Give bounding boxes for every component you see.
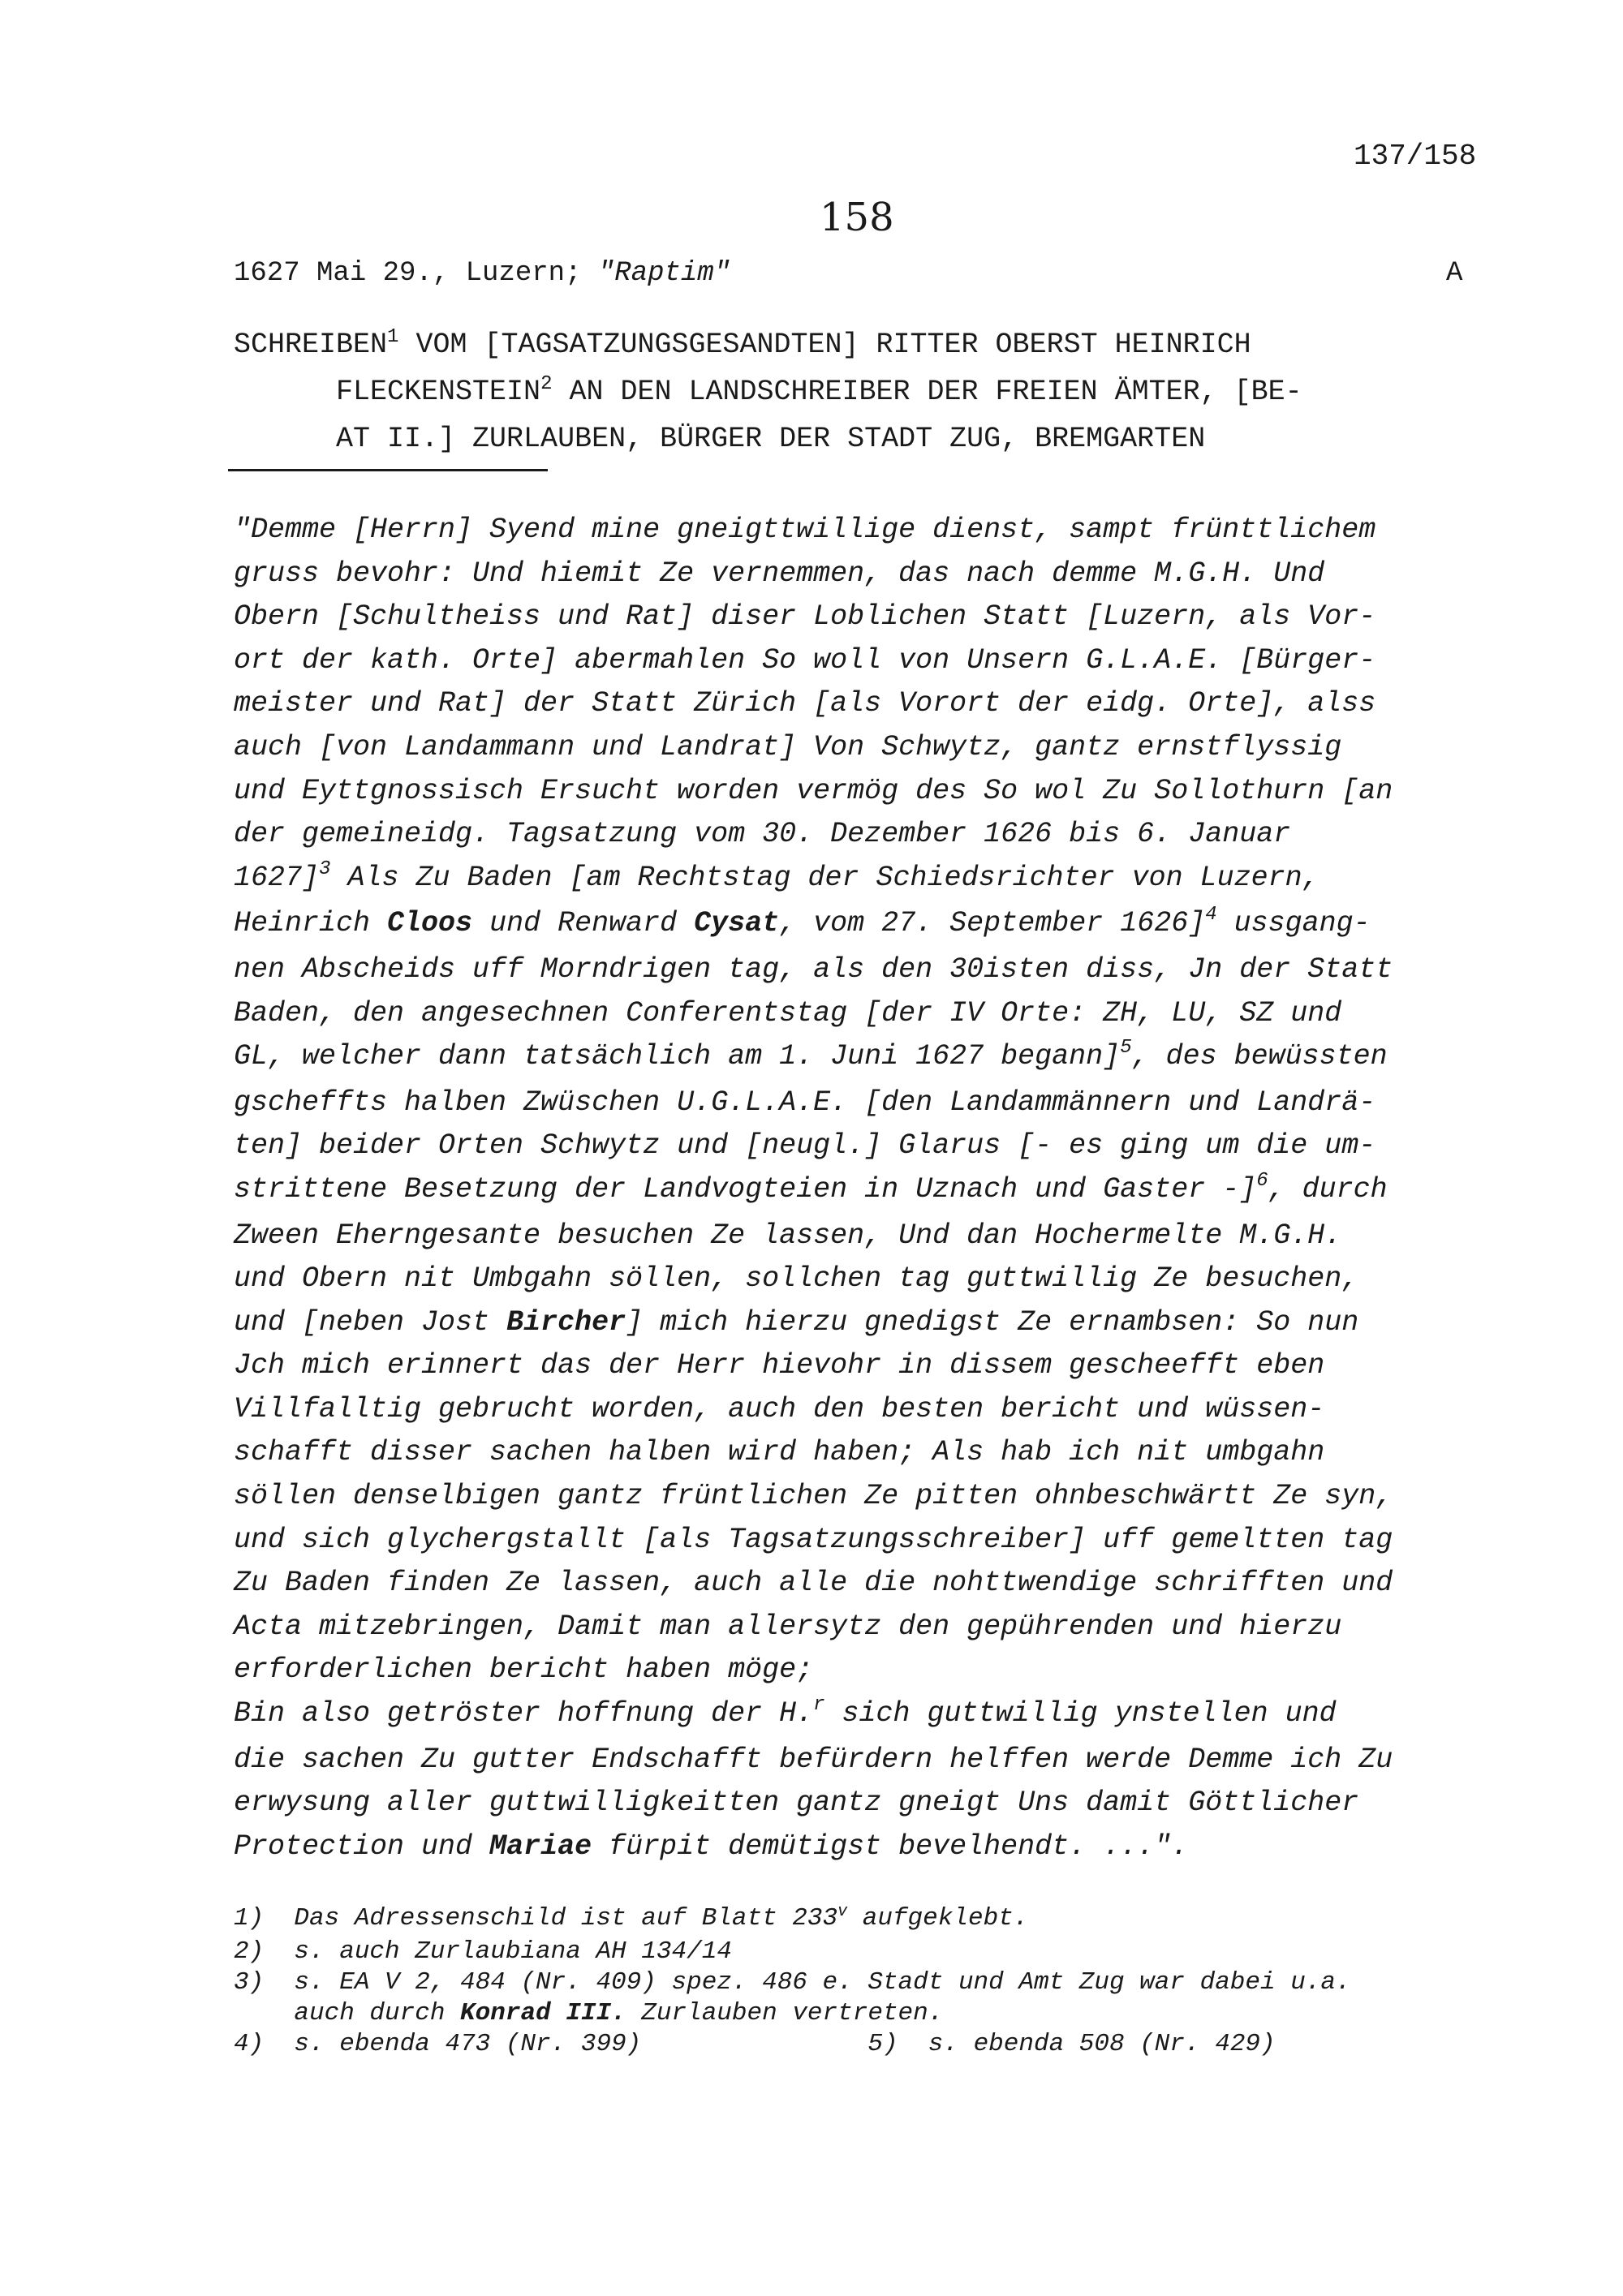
body-line: gruss bevohr: Und hiemit Ze vernemmen, das nach demme M.G.H. Und [234,557,1325,590]
document-number: 158 [820,195,894,240]
body-line: , durch [1268,1172,1388,1206]
letter-body [234,509,1393,1868]
dateline-quote: "Raptim" [597,258,731,289]
footnote-ref: 1 [387,326,399,348]
body-line: nen Abscheids uff Morndrigen tag, als den 30isten diss, Jn der Statt [234,952,1393,986]
body-line: Bin also getröster hoffnung der H. [234,1697,814,1731]
body-line: ort der kath. Orte] abermahlen So woll von Unsern G.L.A.E. [Bürger- [234,643,1376,677]
person-name: Mariae [489,1829,592,1863]
body-line: ussgang- [1216,907,1371,940]
body-line: und sich glychergstallt [als Tagsatzungsschreiber] uff gemeltten tag [234,1523,1393,1556]
body-line: GL, welcher dann tatsächlich am 1. Juni 1627 begann] [234,1040,1121,1073]
body-line: sich guttwillig ynstellen und [824,1697,1337,1731]
body-line: söllen denselbigen gantz früntlichen Ze pitten ohnbeschwärtt Ze syn, [234,1480,1393,1513]
body-line: Zu Baden finden Ze lassen, auch alle die nohttwendige schrifften und [234,1567,1393,1600]
body-line: auch [von Landammann und Landrat] Von Schwytz, gantz ernstflyssig [234,730,1342,763]
body-line: Als Zu Baden [am Rechtstag der Schiedsrichter von Luzern, [330,861,1319,894]
body-line: gscheffts halben Zwüschen U.G.L.A.E. [den Landammännern und Landrä- [234,1086,1376,1119]
body-line: Villfalltig gebrucht worden, auch den besten bericht und wüssen- [234,1392,1325,1425]
separator-rule [228,469,548,471]
footnote-ref: 2 [540,373,553,395]
heading-text: SCHREIBEN [234,329,388,361]
page-reference: 137/158 [1354,140,1477,173]
body-line: Jch mich erinnert das der Herr hievohr in dissem gescheefft eben [234,1349,1325,1382]
footnote-ref: 3 [319,858,331,880]
person-name: Cloos [387,907,473,940]
heading-text: FLECKENSTEIN [234,376,541,408]
body-line: Zween Eherngesante besuchen Ze lassen, Und dan Hochermelte M.G.H. [234,1219,1342,1252]
footnote-ref: 4 [1205,904,1217,927]
body-line: erwysung aller guttwilligkeitten gantz gneigt Uns damit Göttlicher [234,1786,1359,1820]
heading-text: AN DEN LANDSCHREIBER DER FREIEN ÄMTER, [BE- [552,376,1302,408]
body-line: fürpit demütigst bevelhendt. ...". [592,1829,1189,1863]
footnote: Zurlauben vertreten. [626,1999,944,2027]
body-line: der gemeineidg. Tagsatzung vom 30. Dezember 1626 bis 6. Januar [234,818,1291,851]
version-letter: A [1446,258,1463,289]
body-line: meister und Rat] der Statt Zürich [als Vorort der eidg. Orte], alss [234,687,1376,720]
footnote: 5) s. ebenda 508 (Nr. 429) [867,2030,1276,2058]
body-line: und Renward [472,907,695,940]
body-line: Heinrich [234,907,388,940]
body-line: "Demme [Herrn] Syend mine gneigttwillige dienst, sampt frünttlichem [234,514,1376,546]
document-heading [234,323,1302,461]
body-line: Baden, den angesechnen Conferentstag [der IV Orte: ZH, LU, SZ und [234,996,1342,1030]
heading-text: VOM [TAGSATZUNGSGESANDTEN] RITTER OBERST HEINRICH [398,329,1251,361]
footnote: 3) s. EA V 2, 484 (Nr. 409) spez. 486 e. Stadt und Amt Zug war dabei u.a. [234,1968,1351,1997]
body-line: und Obern nit Umbgahn söllen, sollchen tag guttwillig Ze besuchen, [234,1262,1359,1296]
footnote-ref: 6 [1256,1169,1268,1192]
body-line: strittene Besetzung der Landvogteien in Uznach und Gaster -] [234,1172,1257,1206]
body-line: erforderlichen bericht haben möge; [234,1653,814,1687]
footnote-ref: r [813,1694,825,1717]
body-line: ten] beider Orten Schwytz und [neugl.] Glarus [- es ging um die um- [234,1129,1376,1163]
footnote: aufgeklebt. [847,1904,1029,1933]
dateline-text: 1627 Mai 29., Luzern; [234,258,598,289]
body-line: 1627] [234,861,320,894]
footnote: 4) s. ebenda 473 (Nr. 399) [234,2030,642,2058]
footnote: 2) s. auch Zurlaubiana AH 134/14 [234,1937,732,1966]
footnote-sup: v [837,1903,848,1921]
footnote: 1) Das Adressenschild ist auf Blatt 233 [234,1904,838,1933]
heading-text: AT II.] ZURLAUBEN, BÜRGER DER STADT ZUG, BREMGARTEN [234,423,1206,455]
person-name: Bircher [506,1305,626,1339]
body-line: ] mich hierzu gnedigst Ze ernambsen: So nun [626,1305,1359,1339]
dateline [234,258,730,289]
body-line: Acta mitzebringen, Damit man allersytz den gepührenden und hierzu [234,1610,1342,1643]
body-line: Protection und [234,1829,490,1863]
body-line: schafft disser sachen halben wird haben; Als hab ich nit umbgahn [234,1436,1325,1469]
footnote-ref: 5 [1120,1037,1132,1060]
footnote: auch durch [234,1999,461,2027]
person-name: Cysat [694,907,780,940]
body-line: und [neben Jost [234,1305,507,1339]
body-line: Obern [Schultheiss und Rat] diser Loblichen Statt [Luzern, als Vor- [234,600,1376,634]
body-line: und Eyttgnossisch Ersucht worden vermög des So wol Zu Sollothurn [an [234,774,1393,807]
footnotes [234,1903,1351,2060]
body-line: , des bewüssten [1131,1040,1388,1073]
body-line: die sachen Zu gutter Endschafft befürdern helffen werde Demme ich Zu [234,1743,1393,1776]
person-name: Konrad III. [460,1999,626,2027]
body-line: , vom 27. September 1626] [779,907,1206,940]
